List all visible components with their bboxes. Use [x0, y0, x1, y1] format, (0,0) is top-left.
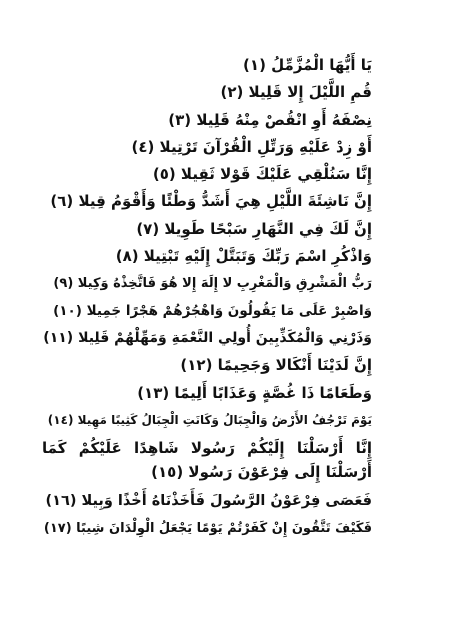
verse-15: إِنَّا أَرْسَلْنَا إِلَيْكُمْ رَسُولا شَاهِدًا عَلَيْكُمْ كَمَا أَرْسَلْنَا إِلَى فِرْعَوْنَ رَسُولا (١٥): [42, 439, 372, 482]
verse-13: وَطَعَامًا ذَا غُصَّةٍ وَعَذَابًا أَلِيمًا (١٣): [137, 383, 372, 402]
verse-3: نِصْفَهُ أَوِ انْقُصْ مِنْهُ قَلِيلا (٣): [168, 110, 372, 129]
verse-9: رَبُّ الْمَشْرِقِ وَالْمَغْرِبِ لا إِلَهَ إِلا هُوَ فَاتَّخِذْهُ وَكِيلا (٩): [53, 276, 372, 292]
verse-7: إِنَّ لَكَ فِي النَّهَارِ سَبْحًا طَوِيلا (٧): [136, 219, 372, 238]
verse-2: قُمِ اللَّيْلَ إِلا قَلِيلا (٢): [220, 83, 372, 102]
verse-10: وَاصْبِرْ عَلَى مَا يَقُولُونَ وَاهْجُرْهُمْ هَجْرًا جَمِيلا (١٠): [53, 302, 372, 319]
verse-list: [42, 52, 372, 543]
verse-16: فَعَصَى فِرْعَوْنُ الرَّسُولَ فَأَخَذْنَاهُ أَخْذًا وَبِيلا (١٦): [45, 493, 372, 510]
verse-5: إِنَّا سَنُلْقِي عَلَيْكَ قَوْلا ثَقِيلا (٥): [152, 165, 372, 184]
verse-4: أَوْ زِدْ عَلَيْهِ وَرَتِّلِ الْقُرْآنَ تَرْتِيلا (٤): [131, 137, 372, 156]
verse-12: إِنَّ لَدَيْنَا أَنْكَالا وَجَحِيمًا (١٢): [180, 356, 372, 375]
verse-6: إِنَّ نَاشِئَةَ اللَّيْلِ هِيَ أَشَدُّ وَطْئًا وَأَقْوَمُ قِيلا (٦): [50, 192, 372, 211]
verse-17: فَكَيْفَ تَتَّقُونَ إِنْ كَفَرْتُمْ يَوْمًا يَجْعَلُ الْوِلْدَانَ شِيبًا (١٧): [43, 521, 372, 537]
verse-1: يَا أَيُّهَا الْمُزَّمِّلُ (١): [243, 56, 372, 74]
verse-11: وَذَرْنِي وَالْمُكَذِّبِينَ أُولِي النَّعْمَةِ وَمَهِّلْهُمْ قَلِيلا (١١): [43, 329, 372, 346]
verse-8: وَاذْكُرِ اسْمَ رَبِّكَ وَتَبَتَّلْ إِلَيْهِ تَبْتِيلا (٨): [115, 247, 372, 266]
verse-14: يَوْمَ تَرْجُفُ الأَرْضُ وَالْجِبَالُ وَكَانَتِ الْجِبَالُ كَثِيبًا مَهِيلا (١٤): [47, 412, 372, 427]
